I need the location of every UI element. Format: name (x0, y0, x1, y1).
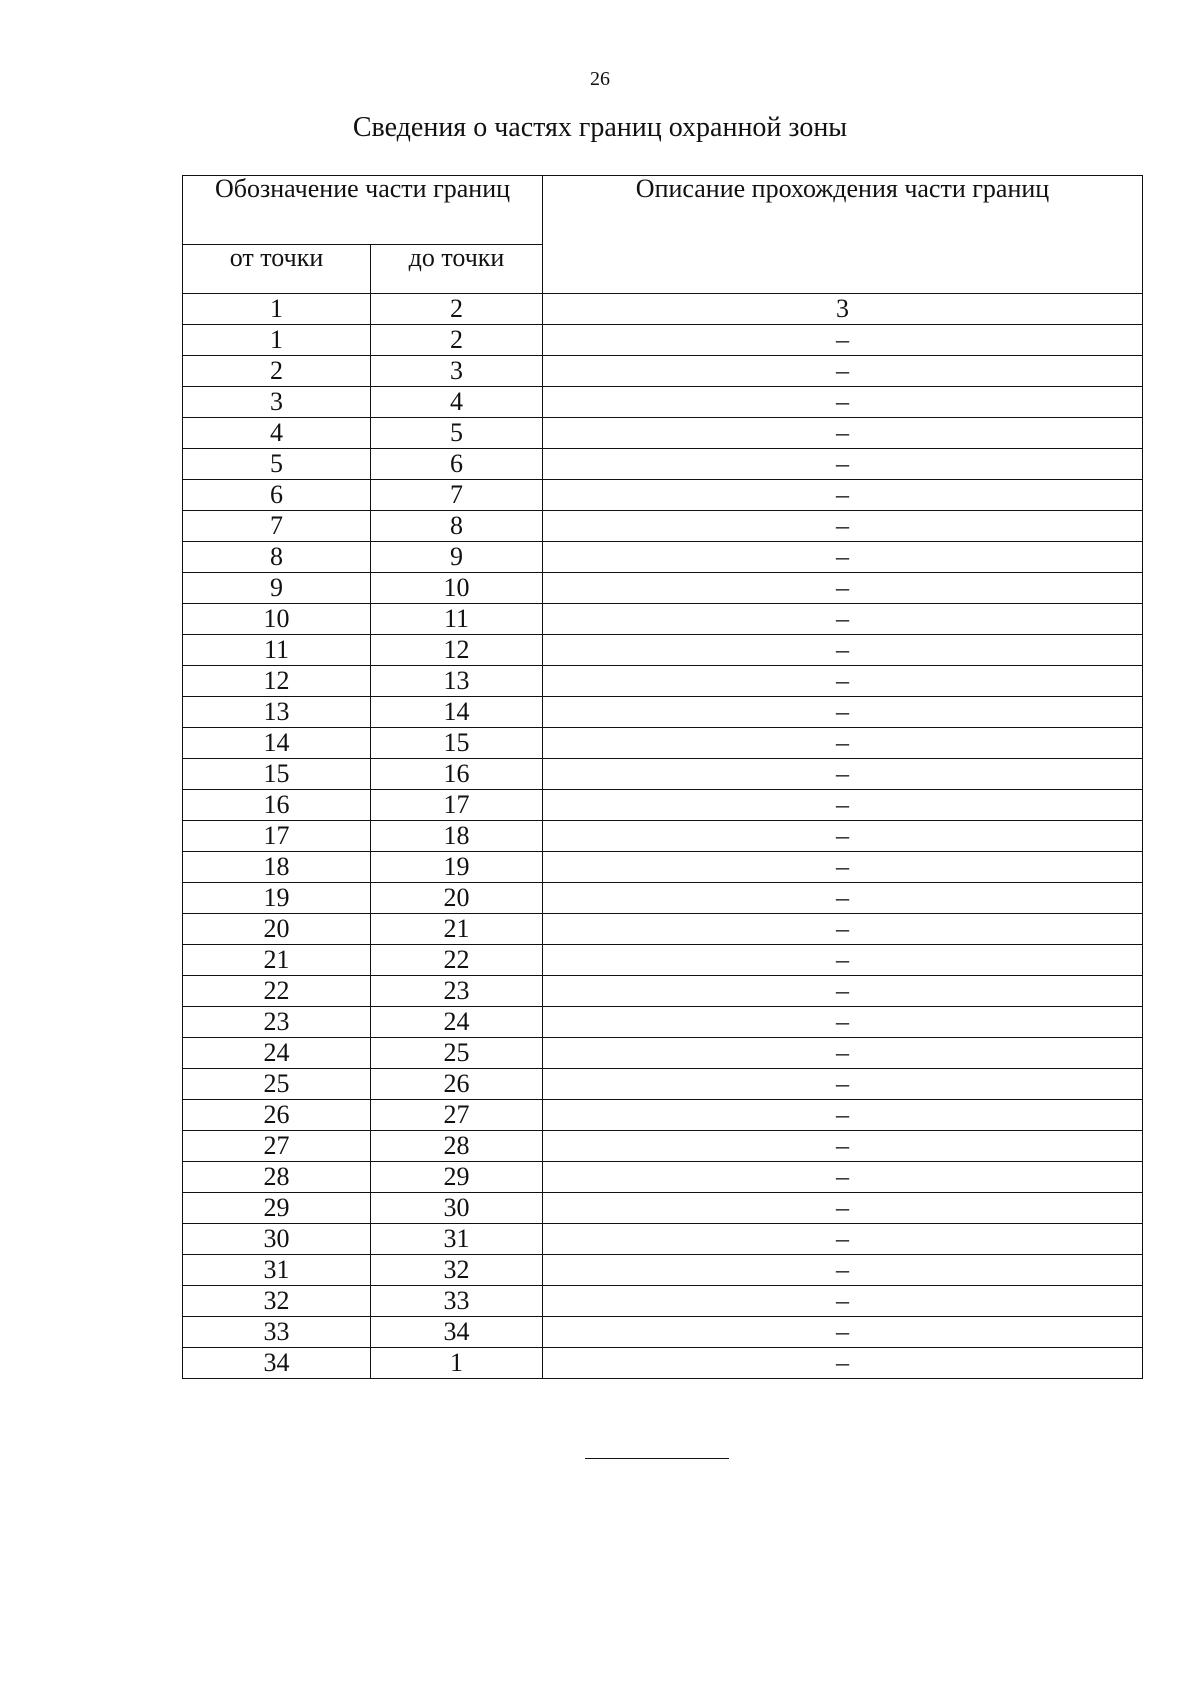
description-cell: – (543, 666, 1143, 697)
header-to-point: до точки (371, 245, 543, 294)
table-row (183, 1286, 1143, 1317)
table-row (183, 1038, 1143, 1069)
table-row (183, 883, 1143, 914)
table-row (183, 325, 1143, 356)
to-point-cell: 14 (371, 697, 543, 728)
from-point-cell: 18 (183, 852, 371, 883)
description-cell: – (543, 635, 1143, 666)
description-cell: – (543, 1131, 1143, 1162)
from-point-cell: 9 (183, 573, 371, 604)
to-point-cell: 8 (371, 511, 543, 542)
to-point-cell: 28 (371, 1131, 543, 1162)
table-row (183, 790, 1143, 821)
to-point-cell: 26 (371, 1069, 543, 1100)
description-cell: – (543, 1038, 1143, 1069)
to-point-cell: 23 (371, 976, 543, 1007)
to-point-cell: 24 (371, 1007, 543, 1038)
description-cell: – (543, 542, 1143, 573)
from-point-cell: 28 (183, 1162, 371, 1193)
to-point-cell: 9 (371, 542, 543, 573)
table-row (183, 1131, 1143, 1162)
description-cell: – (543, 1255, 1143, 1286)
header-boundary-designation: Обозначение части границ (183, 176, 543, 245)
from-point-cell: 30 (183, 1224, 371, 1255)
table-row (183, 418, 1143, 449)
from-point-cell: 23 (183, 1007, 371, 1038)
header-row (183, 176, 1143, 245)
description-cell: – (543, 790, 1143, 821)
page-number: 26 (590, 68, 610, 90)
table-body (183, 176, 1143, 1379)
description-cell: – (543, 418, 1143, 449)
description-cell: – (543, 511, 1143, 542)
table-row (183, 480, 1143, 511)
description-cell: – (543, 852, 1143, 883)
from-point-cell: 26 (183, 1100, 371, 1131)
from-point-cell: 12 (183, 666, 371, 697)
page-title: Сведения о частях границ охранной зоны (352, 112, 848, 143)
column-number: 1 (183, 294, 371, 325)
table-row (183, 387, 1143, 418)
from-point-cell: 1 (183, 325, 371, 356)
table-row (183, 1007, 1143, 1038)
table-row (183, 914, 1143, 945)
description-cell: – (543, 1348, 1143, 1379)
to-point-cell: 7 (371, 480, 543, 511)
from-point-cell: 29 (183, 1193, 371, 1224)
description-cell: – (543, 883, 1143, 914)
description-cell: – (543, 325, 1143, 356)
to-point-cell: 4 (371, 387, 543, 418)
to-point-cell: 6 (371, 449, 543, 480)
to-point-cell: 34 (371, 1317, 543, 1348)
description-cell: – (543, 945, 1143, 976)
description-cell: – (543, 1069, 1143, 1100)
description-cell: – (543, 1193, 1143, 1224)
from-point-cell: 25 (183, 1069, 371, 1100)
column-number-row (183, 294, 1143, 325)
column-number: 3 (543, 294, 1143, 325)
from-point-cell: 7 (183, 511, 371, 542)
description-cell: – (543, 759, 1143, 790)
from-point-cell: 27 (183, 1131, 371, 1162)
table-row (183, 1162, 1143, 1193)
description-cell: – (543, 697, 1143, 728)
to-point-cell: 20 (371, 883, 543, 914)
to-point-cell: 1 (371, 1348, 543, 1379)
table-row (183, 697, 1143, 728)
header-from-point: от точки (183, 245, 371, 294)
to-point-cell: 22 (371, 945, 543, 976)
from-point-cell: 15 (183, 759, 371, 790)
to-point-cell: 5 (371, 418, 543, 449)
from-point-cell: 14 (183, 728, 371, 759)
table-row (183, 635, 1143, 666)
to-point-cell: 29 (371, 1162, 543, 1193)
table-row (183, 1193, 1143, 1224)
to-point-cell: 18 (371, 821, 543, 852)
to-point-cell: 33 (371, 1286, 543, 1317)
description-cell: – (543, 1100, 1143, 1131)
table-row (183, 356, 1143, 387)
from-point-cell: 31 (183, 1255, 371, 1286)
table-row (183, 666, 1143, 697)
description-cell: – (543, 976, 1143, 1007)
from-point-cell: 13 (183, 697, 371, 728)
to-point-cell: 30 (371, 1193, 543, 1224)
to-point-cell: 12 (371, 635, 543, 666)
table-row (183, 511, 1143, 542)
from-point-cell: 11 (183, 635, 371, 666)
to-point-cell: 27 (371, 1100, 543, 1131)
from-point-cell: 2 (183, 356, 371, 387)
table-row (183, 821, 1143, 852)
from-point-cell: 19 (183, 883, 371, 914)
table-row (183, 542, 1143, 573)
description-cell: – (543, 1162, 1143, 1193)
from-point-cell: 16 (183, 790, 371, 821)
table-row (183, 852, 1143, 883)
description-cell: – (543, 728, 1143, 759)
from-point-cell: 5 (183, 449, 371, 480)
table-row (183, 1255, 1143, 1286)
from-point-cell: 4 (183, 418, 371, 449)
description-cell: – (543, 604, 1143, 635)
description-cell: – (543, 1286, 1143, 1317)
from-point-cell: 21 (183, 945, 371, 976)
description-cell: – (543, 1007, 1143, 1038)
description-cell: – (543, 356, 1143, 387)
to-point-cell: 19 (371, 852, 543, 883)
to-point-cell: 2 (371, 325, 543, 356)
from-point-cell: 34 (183, 1348, 371, 1379)
description-cell: – (543, 387, 1143, 418)
to-point-cell: 25 (371, 1038, 543, 1069)
to-point-cell: 17 (371, 790, 543, 821)
from-point-cell: 24 (183, 1038, 371, 1069)
from-point-cell: 22 (183, 976, 371, 1007)
to-point-cell: 15 (371, 728, 543, 759)
from-point-cell: 32 (183, 1286, 371, 1317)
table-row (183, 1100, 1143, 1131)
table-row (183, 1224, 1143, 1255)
from-point-cell: 6 (183, 480, 371, 511)
header-boundary-description: Описание прохождения части границ (543, 176, 1143, 294)
table-row (183, 1317, 1143, 1348)
table-row (183, 1348, 1143, 1379)
to-point-cell: 3 (371, 356, 543, 387)
table-row (183, 759, 1143, 790)
from-point-cell: 33 (183, 1317, 371, 1348)
from-point-cell: 20 (183, 914, 371, 945)
to-point-cell: 11 (371, 604, 543, 635)
table-row (183, 1069, 1143, 1100)
to-point-cell: 31 (371, 1224, 543, 1255)
to-point-cell: 16 (371, 759, 543, 790)
description-cell: – (543, 573, 1143, 604)
description-cell: – (543, 821, 1143, 852)
table-row (183, 573, 1143, 604)
description-cell: – (543, 1224, 1143, 1255)
table-row (183, 945, 1143, 976)
column-number: 2 (371, 294, 543, 325)
from-point-cell: 8 (183, 542, 371, 573)
description-cell: – (543, 480, 1143, 511)
table-row (183, 449, 1143, 480)
to-point-cell: 32 (371, 1255, 543, 1286)
from-point-cell: 3 (183, 387, 371, 418)
boundary-parts-table (182, 175, 1143, 1379)
description-cell: – (543, 914, 1143, 945)
end-of-section-rule (585, 1458, 729, 1459)
to-point-cell: 13 (371, 666, 543, 697)
to-point-cell: 21 (371, 914, 543, 945)
from-point-cell: 17 (183, 821, 371, 852)
table-row (183, 728, 1143, 759)
table-row (183, 976, 1143, 1007)
to-point-cell: 10 (371, 573, 543, 604)
from-point-cell: 10 (183, 604, 371, 635)
description-cell: – (543, 449, 1143, 480)
description-cell: – (543, 1317, 1143, 1348)
table-row (183, 604, 1143, 635)
